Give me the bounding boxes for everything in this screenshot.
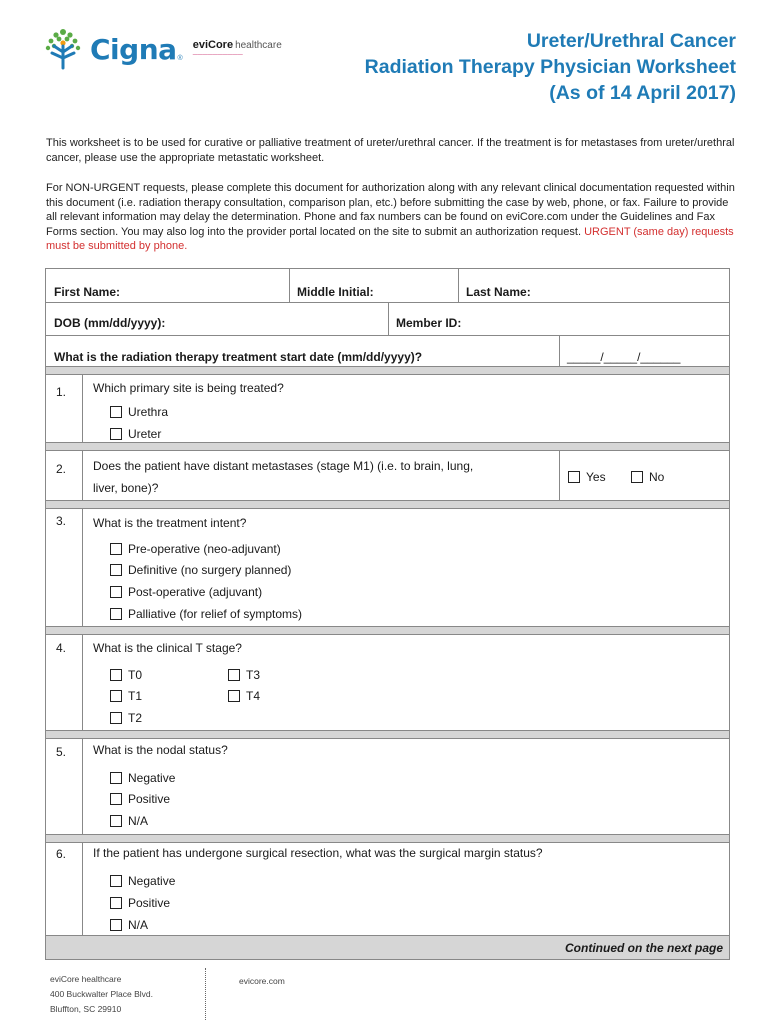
address-line-2: Bluffton, SC 29910 [50,1004,122,1014]
option-ureter[interactable] [110,425,161,443]
option-label: Ureter [128,427,162,441]
option-label: T2 [128,711,143,725]
dob-label: DOB (mm/dd/yyyy): [54,316,166,330]
middle-initial-label: Middle Initial: [297,285,374,299]
option-margin-negative[interactable] [110,872,175,890]
start-date-field[interactable]: _____/_____/______ [567,350,681,364]
address-line-1: 400 Buckwalter Place Blvd. [50,989,153,999]
option-t2[interactable] [110,709,142,727]
form-footer-bar [46,935,729,959]
checkbox[interactable] [110,919,122,931]
intro-paragraph-2 [46,181,736,254]
option-t4[interactable] [228,687,260,705]
checkbox[interactable] [110,712,122,724]
checkbox[interactable] [110,772,122,784]
question-1-number: 1. [56,385,67,399]
checkbox[interactable] [110,897,122,909]
healthcare-wordmark: healthcare [235,40,282,51]
divider [458,269,459,302]
option-yes[interactable] [568,468,606,486]
option-label: Positive [128,896,171,910]
question-2-line-2: liver, bone)? [93,481,159,495]
option-definitive[interactable] [110,561,291,579]
option-label: T1 [128,689,143,703]
checkbox[interactable] [228,690,240,702]
divider [82,635,83,730]
cigna-wordmark: Cigna [90,32,177,66]
divider [388,302,389,335]
section-divider [46,626,729,635]
member-id-label: Member ID: [396,316,462,330]
evicore-tagline-mark: —————————— [192,52,243,58]
cigna-logo [40,26,183,72]
option-label: Post-operative (adjuvant) [128,585,263,599]
checkbox[interactable] [110,543,122,555]
company-name: eviCore healthcare [50,974,122,984]
question-3-text: What is the treatment intent? [93,516,247,530]
intro-paragraph-1: This worksheet is to be used for curative or palliative treatment of ureter/urethral cancer. If the treatment is for metastases from ureter/urethral cancer, please use the appropriate metastatic worksheet. [46,137,735,164]
continued-note: Continued on the next page [565,941,723,955]
company-address [50,972,153,1017]
question-1-text: Which primary site is being treated? [93,381,284,395]
option-post-operative[interactable] [110,583,262,601]
intro-paragraph-2-text: For NON-URGENT requests, please complete this document for authorization along with any relevant clinical documentation requested within this document (i.e. radiation therapy consultation, comparison plan, etc.) before submitting the case by web, phone, or fax. Failure to provide all relevant information may delay the determination. Phone and fax numbers can be found on eviCore.com under the Guidelines and Fax Forms section. You may also log into the provider portal located on the site to submit an authorization request. [46,182,735,238]
question-5-text: What is the nodal status? [93,743,228,757]
last-name-label: Last Name: [466,285,531,299]
option-margin-positive[interactable] [110,894,170,912]
option-urethra[interactable] [110,403,168,421]
question-2-number: 2. [56,462,67,476]
option-pre-operative[interactable] [110,540,281,558]
checkbox[interactable] [631,471,643,483]
option-margin-na[interactable] [110,916,148,934]
option-label: Negative [128,874,176,888]
evicore-wordmark: eviCore [192,39,234,51]
option-label: T3 [246,668,261,682]
question-2-line-1: Does the patient have distant metastases (stage M1) (i.e. to brain, lung, [93,459,474,473]
checkbox[interactable] [110,815,122,827]
start-date-question: What is the radiation therapy treatment start date (mm/dd/yyyy)? [54,350,423,364]
divider [559,335,560,366]
question-4-text: What is the clinical T stage? [93,641,242,655]
question-3-number: 3. [56,514,67,528]
checkbox[interactable] [110,406,122,418]
option-nodal-positive[interactable] [110,790,170,808]
checkbox[interactable] [110,586,122,598]
checkbox[interactable] [110,669,122,681]
divider [46,335,729,336]
divider [289,269,290,302]
option-nodal-negative[interactable] [110,769,175,787]
logo-area [40,24,282,74]
section-divider [46,500,729,509]
section-divider [46,366,729,375]
checkbox[interactable] [110,690,122,702]
page-title [365,28,736,106]
option-label: T4 [246,689,261,703]
checkbox[interactable] [110,564,122,576]
section-divider [46,730,729,739]
option-label: N/A [128,918,149,932]
footer-dotted-divider [205,968,208,1020]
option-label: Definitive (no surgery planned) [128,563,292,577]
option-palliative[interactable] [110,605,302,623]
checkbox[interactable] [110,793,122,805]
option-label: T0 [128,668,143,682]
question-5-number: 5. [56,745,67,759]
divider [559,451,560,500]
option-label: Negative [128,771,176,785]
option-label: Yes [586,470,606,484]
worksheet-form [45,268,730,960]
divider [82,375,83,442]
question-6-text: If the patient has undergone surgical resection, what was the surgical margin status? [93,846,543,860]
divider [82,451,83,500]
divider [82,509,83,626]
checkbox[interactable] [228,669,240,681]
option-t0[interactable] [110,666,142,684]
evicore-logo [193,40,282,58]
registered-mark: ® [177,55,183,62]
question-6-number: 6. [56,847,67,861]
option-label: N/A [128,814,149,828]
checkbox[interactable] [110,608,122,620]
option-label: Urethra [128,405,169,419]
option-label: Positive [128,792,171,806]
title-line-1: Ureter/Urethral Cancer [526,30,736,52]
checkbox[interactable] [568,471,580,483]
divider [82,843,83,937]
first-name-label: First Name: [54,285,121,299]
question-2-text [93,455,473,499]
option-t3[interactable] [228,666,260,684]
option-label: Palliative (for relief of symptoms) [128,607,303,621]
question-4-number: 4. [56,641,67,655]
option-no[interactable] [631,468,664,486]
title-line-3: (As of 14 April 2017) [549,82,736,104]
urgent-notice: URGENT (same day) requests must be submitted by phone. [46,225,734,253]
option-nodal-na[interactable] [110,812,148,830]
divider [82,739,83,834]
cigna-tree-icon [40,26,86,72]
option-label: No [649,470,665,484]
section-divider [46,442,729,451]
website-text: evicore.com [239,976,285,986]
option-t1[interactable] [110,687,142,705]
option-label: Pre-operative (neo-adjuvant) [128,542,281,556]
title-line-2: Radiation Therapy Physician Worksheet [364,56,736,78]
checkbox[interactable] [110,428,122,440]
checkbox[interactable] [110,875,122,887]
